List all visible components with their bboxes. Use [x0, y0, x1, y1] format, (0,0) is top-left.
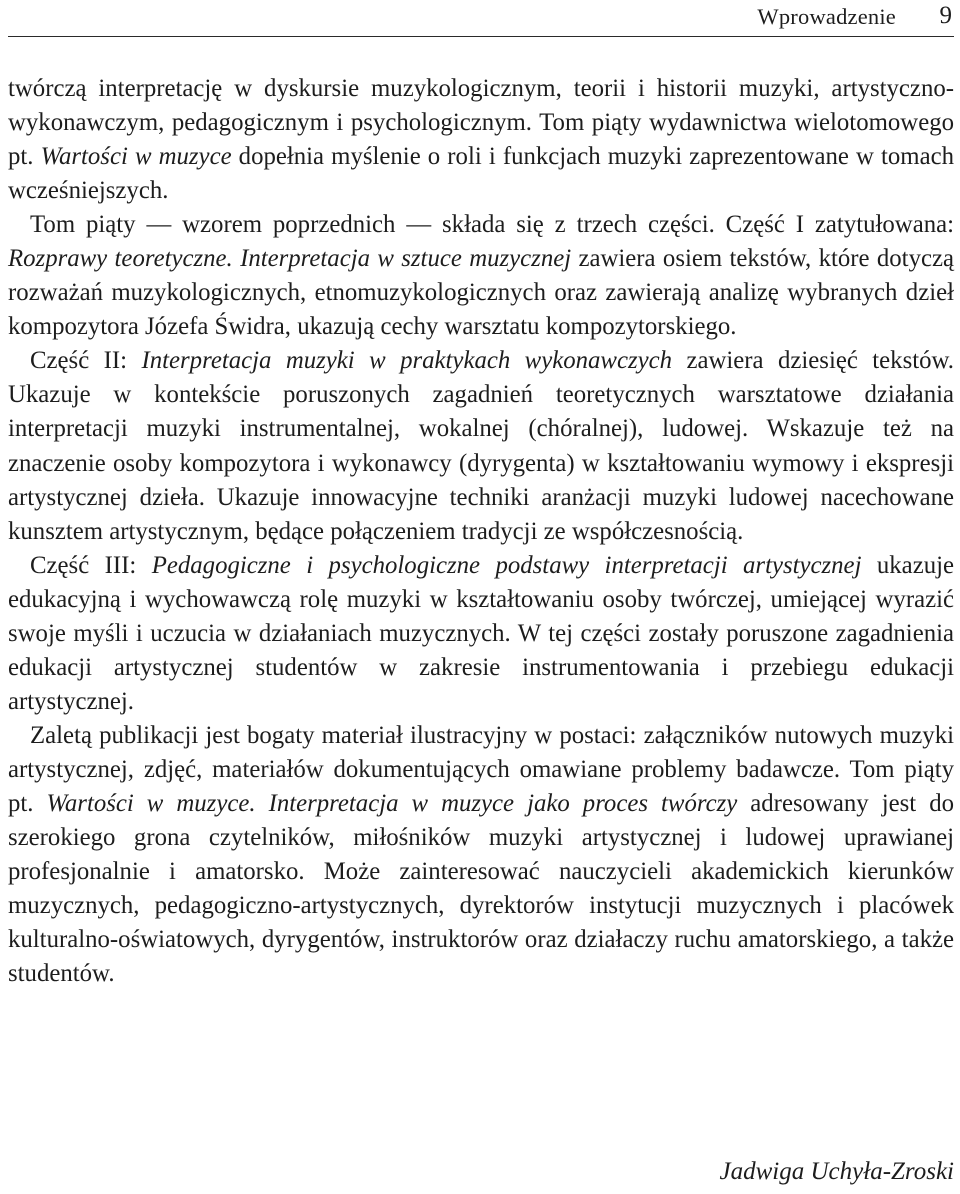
text-span: zawiera osiem tekstów, które dotyczą rozważań muzykologicznych, etnomuzykologicznych oraz zawierają analizę wybranych dzieł kompozytora Józefa Świdra, ukazują cechy warsztatu kompozytorskiego.: [8, 245, 954, 341]
italic-title-span: Wartości w muzyce. Interpretacja w muzyce jako proces twórczy: [46, 789, 738, 817]
text-span: dopełnia myślenie o roli i funkcjach muzyki zaprezentowane w tomach wcześniejszych.: [8, 143, 954, 205]
paragraph: [8, 719, 954, 991]
text-span: zawiera dziesięć tekstów. Ukazuje w kontekście poruszonych zagadnień teoretycznych warsztatowe działania interpretacji muzyki instrumentalnej, wokalnej (chóralnej), ludowej. Wskazuje też na znaczenie osoby kompozytora i wykonawcy (dyrygenta) w kształtowaniu wymowy i ekspresji artystycznej dzieła. Ukazuje innowacyjne techniki aranżacji muzyki ludowej nacechowane kunsztem artystycznym, będące połączeniem tradycji ze współczesnością.: [8, 347, 955, 545]
italic-title-span: Rozprawy teoretyczne. Interpretacja w sztuce muzycznej: [8, 245, 572, 273]
text-span: twórczą interpretację w dyskursie muzykologicznym, teorii i historii muzyki, artystyczno-wykonawczym, pedagogicznym i psychologicznym. Tom piąty wydawnictwa wielotomowego pt.: [8, 75, 954, 171]
body-text: [8, 72, 954, 991]
paragraph: [8, 72, 954, 208]
text-span: Część II:: [30, 347, 142, 375]
paragraph: [8, 208, 954, 344]
text-span: ukazuje edukacyjną i wychowawczą rolę muzyki w kształtowaniu osoby twórczej, umiejącej wyrazić swoje myśli i uczucia w działaniach muzycznych. W tej części zostały poruszone zagadnienia edukacji artystycznej studentów w zakresie instrumentowania i przebiegu edukacji artystycznej.: [8, 551, 954, 715]
text-span: adresowany jest do szerokiego grona czytelników, miłośników muzyki artystycznej i ludowej uprawianej profesjonalnie i amatorsko. Może zainteresować nauczycieli akademickich kierunków muzycznych, pedagogiczno-artystycznych, dyrektorów instytucji muzycznych i placówek kulturalno-oświatowych, dyrygentów, instruktorów oraz działaczy ruchu amatorskiego, a także studentów.: [8, 789, 954, 988]
running-header-title: Wprowadzenie: [757, 4, 896, 29]
text-span: Tom piąty — wzorem poprzednich — składa się z trzech części. Część I zatytułowana:: [30, 211, 954, 239]
italic-title-span: Wartości w muzyce: [40, 143, 232, 171]
italic-title-span: Pedagogiczne i psychologiczne podstawy interpretacji artystycznej: [151, 551, 862, 579]
text-span: Zaletą publikacji jest bogaty materiał ilustracyjny w postaci: załączników nutowych muzyki artystycznej, zdjęć, materiałów dokumentujących omawiane problemy badawcze. Tom piąty pt.: [8, 721, 954, 817]
paragraph: [8, 344, 954, 548]
italic-title-span: Interpretacja muzyki w praktykach wykonawczych: [141, 347, 673, 375]
running-header: [8, 0, 954, 37]
author-signature: Jadwiga Uchyła-Zroski: [719, 1158, 954, 1185]
paragraph: [8, 549, 954, 719]
page-number: 9: [939, 2, 952, 29]
text-span: Część III:: [30, 551, 152, 579]
